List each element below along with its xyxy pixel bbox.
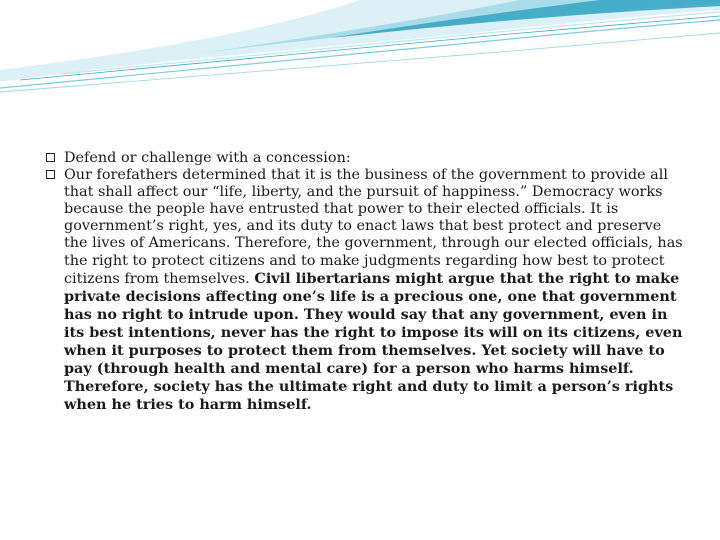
body-text [46, 150, 686, 414]
bullet-text [64, 167, 686, 414]
bullet-text-bold: Civil libertarians might argue that the right to make private decisions affecting one’s life is a precious one, one that government has no right to intrude upon. They would say that any government, even in its best intentions, never has the right to impose its will on its citizens, even when it purposes to protect them from themselves. Yet society will have to pay (through health and mental care) for a person who harms himself. Therefore, society has the ultimate right and duty to limit a person’s rights when he tries to harm himself. [64, 269, 683, 414]
bullet-text: Defend or challenge with a concession: [64, 150, 351, 166]
bullet-text-normal: Our forefathers determined that it is the business of the government to provide all that shall affect our “life, liberty, and the pursuit of happiness.” Democracy works because the people have entrusted that power to their elected officials. It is government’s right, yes, and its duty to enact laws that best protect and preserve the lives of Americans. Therefore, the government, through our elected officials, has the right to protect citizens and to make judgments regarding how best to protect citizens from themselves. [64, 167, 683, 287]
square-bullet-icon [46, 170, 55, 179]
header-wave-decoration [0, 0, 720, 95]
bullet-item [46, 167, 686, 414]
bullet-item [46, 150, 686, 167]
square-bullet-icon [46, 153, 55, 162]
